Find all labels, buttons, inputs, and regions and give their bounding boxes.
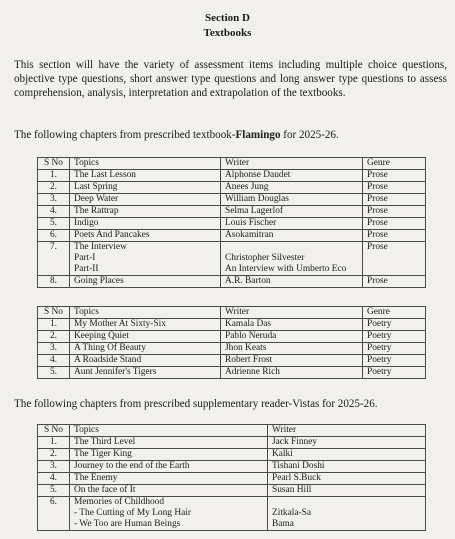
row-writer: Susan Hill [268,485,426,497]
row-topic-main: The Interview [74,242,127,252]
table-row [38,182,426,194]
row-sno: 4. [38,206,70,218]
row-sno: 6. [38,497,70,531]
prose-table [37,157,426,288]
row-writer: Kalki [268,449,426,461]
row-writer: Tishani Doshi [268,461,426,473]
table-row [38,206,426,218]
row-writer: Jack Finney [268,437,426,449]
row-writer: Asokamitran [221,230,363,242]
row-writer-sub1: Zitkala-Sa [272,508,312,518]
table-row [38,367,426,379]
row-writer: A.R. Barton [221,276,363,288]
row-sno: 3. [38,461,70,473]
row-sno: 3. [38,194,70,206]
row-sno: 1. [38,170,70,182]
row-topic: Keeping Quiet [70,331,221,343]
row-writer [268,497,426,531]
row-sno: 6. [38,230,70,242]
row-sno: 7. [38,242,70,276]
row-genre: Poetry [363,331,426,343]
flamingo-intro-before: The following chapters from prescribed textbook- [14,129,236,141]
row-writer: Pearl S.Buck [268,473,426,485]
row-writer: Jhon Keats [221,343,363,355]
table-row [38,437,426,449]
row-topic [70,497,268,531]
row-sno: 3. [38,343,70,355]
row-writer: Pablo Neruda [221,331,363,343]
table-row [38,331,426,343]
row-topic: Deep Water [70,194,221,206]
row-topic: Last Spring [70,182,221,194]
row-topic-part1: Part-I [74,253,96,263]
table-row [38,485,426,497]
row-topic: My Mother At Sixty-Six [70,319,221,331]
row-topic: On the face of It [70,485,268,497]
row-writer: Anees Jung [221,182,363,194]
table-row [38,242,426,276]
row-writer: Adrienne Rich [221,367,363,379]
row-topic-sub2: - We Too are Human Beings [74,519,181,529]
row-topic: The Tiger King [70,449,268,461]
row-genre: Prose [363,194,426,206]
flamingo-intro-after: for 2025-26. [280,129,339,141]
table-row [38,449,426,461]
header-topics: Topics [70,158,221,170]
row-sno: 4. [38,473,70,485]
flamingo-intro-bold: Flamingo [235,129,281,141]
row-genre: Prose [363,206,426,218]
row-topic: Journey to the end of the Earth [70,461,268,473]
row-topic: The Last Lesson [70,170,221,182]
row-topic: Going Places [70,276,221,288]
row-genre: Poetry [363,319,426,331]
row-writer: Kamala Das [221,319,363,331]
row-sno: 1. [38,437,70,449]
row-genre: Prose [363,170,426,182]
row-topic: The Rattrap [70,206,221,218]
table-row [38,473,426,485]
row-writer: Robert Frost [221,355,363,367]
row-sno: 5. [38,485,70,497]
row-writer-spacer [225,242,358,253]
row-topic: Aunt Jennifer's Tigers [70,367,221,379]
row-writer: Selma Lagerlof [221,206,363,218]
row-writer-part2: An Interview with Umberto Eco [225,264,347,274]
table-row [38,355,426,367]
table-row [38,276,426,288]
header-topics: Topics [70,307,221,319]
row-sno: 2. [38,449,70,461]
table-row [38,461,426,473]
table-row [38,170,426,182]
row-writer: Alphonse Daudet [221,170,363,182]
header-writer: Writer [221,307,363,319]
row-sno: 4. [38,355,70,367]
row-topic: A Roadside Stand [70,355,221,367]
table-row [38,218,426,230]
row-writer-part1: Christopher Silvester [225,253,305,263]
row-writer-spacer [272,497,421,508]
row-sno: 8. [38,276,70,288]
header-sno: S No [38,158,70,170]
header-sno: S No [38,425,70,437]
vistas-intro: The following chapters from prescribed supplementary reader-Vistas for 2025-26. [14,398,378,410]
poetry-table [37,306,426,379]
table-row [38,194,426,206]
header-topics: Topics [70,425,268,437]
row-genre: Poetry [363,355,426,367]
row-sno: 5. [38,218,70,230]
vistas-table [37,424,426,531]
row-genre: Prose [363,230,426,242]
row-topic: The Enemy [70,473,268,485]
row-genre: Prose [363,182,426,194]
row-topic-sub1: - The Cutting of My Long Hair [74,508,191,518]
row-writer-sub2: Bama [272,519,294,529]
row-writer [221,242,363,276]
section-subtitle: Textbooks [203,27,252,39]
row-topic: A Thing Of Beauty [70,343,221,355]
table-header-row [38,307,426,319]
table-row [38,343,426,355]
row-topic-part2: Part-II [74,264,99,274]
row-genre: Prose [363,242,426,276]
row-topic [70,242,221,276]
row-genre: Prose [363,218,426,230]
header-genre: Genre [363,158,426,170]
row-sno: 1. [38,319,70,331]
table-row [38,319,426,331]
header-sno: S No [38,307,70,319]
flamingo-intro [14,129,339,142]
table-row [38,497,426,531]
section-title: Section D [205,12,250,24]
table-header-row [38,158,426,170]
table-row [38,230,426,242]
header-genre: Genre [363,307,426,319]
row-topic-main: Memories of Childhood [74,497,165,507]
row-genre: Prose [363,276,426,288]
row-sno: 2. [38,182,70,194]
row-sno: 2. [38,331,70,343]
header-writer: Writer [221,158,363,170]
header-writer: Writer [268,425,426,437]
row-genre: Poetry [363,343,426,355]
row-topic: Poets And Pancakes [70,230,221,242]
row-sno: 5. [38,367,70,379]
row-topic: The Third Level [70,437,268,449]
row-genre: Poetry [363,367,426,379]
table-header-row [38,425,426,437]
row-writer: Louis Fischer [221,218,363,230]
row-writer: William Douglas [221,194,363,206]
row-topic: Indigo [70,218,221,230]
intro-paragraph: This section will have the variety of assessment items including multiple choice questions, objective type questions, short answer type questions and long answer type questions to assess comprehension, analysis, interpretation and extrapolation of the textbooks. [14,59,447,99]
